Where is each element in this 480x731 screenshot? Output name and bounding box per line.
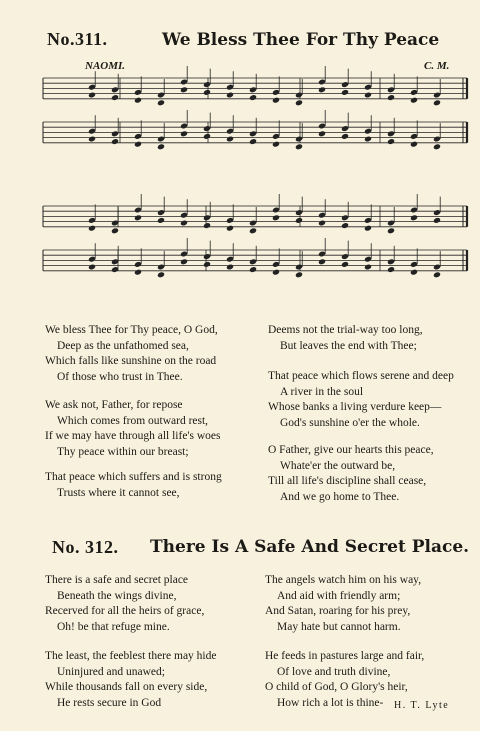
- stanza-3: That peace which suffers and is strong Trusts where it cannot see,: [45, 471, 222, 499]
- music-system-2: [0, 200, 480, 290]
- stanza-3-cont: Deems not the trial-way too long, But leaves the end with Thee;: [268, 324, 423, 352]
- stanza-1: We bless Thee for Thy peace, O God, Deep as the unfathomed sea, Which falls like sunshine on the road Of those who trust in Thee.: [45, 324, 218, 383]
- music-system-1: [0, 72, 480, 162]
- tune-name: NAOMI.: [85, 60, 126, 72]
- treble-staff: [43, 194, 467, 234]
- bass-staff: [43, 238, 467, 278]
- stanza-312-3: The angels watch him on his way, And aid with friendly arm; And Satan, roaring for his prey, May hate but cannot harm.: [265, 574, 422, 633]
- stanza-312-2: The least, the feeblest there may hide Uninjured and unawed; While thousands fall on every side, He rests secure in God: [45, 650, 217, 709]
- stanza-2: We ask not, Father, for repose Which comes from outward rest, If we may have through all life's woes Thy peace within our breast;: [45, 399, 221, 458]
- stanza-312-1: There is a safe and secret place Beneath the wings divine, Recerved for all the heirs of grace, Oh! be that refuge mine.: [45, 574, 205, 633]
- author-credit: H. T. Lyte: [394, 700, 450, 711]
- hymn-number-312: No. 312.: [52, 537, 119, 557]
- stanza-4: That peace which flows serene and deep A river in the soul Whose banks a living verdure keep— God's sunshine o'er the whole.: [268, 370, 454, 429]
- meter-label: C. M.: [424, 60, 450, 72]
- stanza-5: O Father, give our hearts this peace, Whate'er the outward be, Till all life's discipline shall cease, And we go home to Thee.: [268, 444, 434, 503]
- hymn-title: We Bless Thee For Thy Peace: [162, 30, 440, 50]
- bass-staff: [43, 110, 467, 150]
- treble-staff: [43, 66, 467, 106]
- hymn-title-312: There Is A Safe And Secret Place.: [150, 537, 470, 557]
- hymn-number: No.311.: [47, 29, 108, 49]
- stanza-312-4: He feeds in pastures large and fair, Of love and truth divine, O child of God, O Glory's heir, How rich a lot is thine-: [265, 650, 425, 709]
